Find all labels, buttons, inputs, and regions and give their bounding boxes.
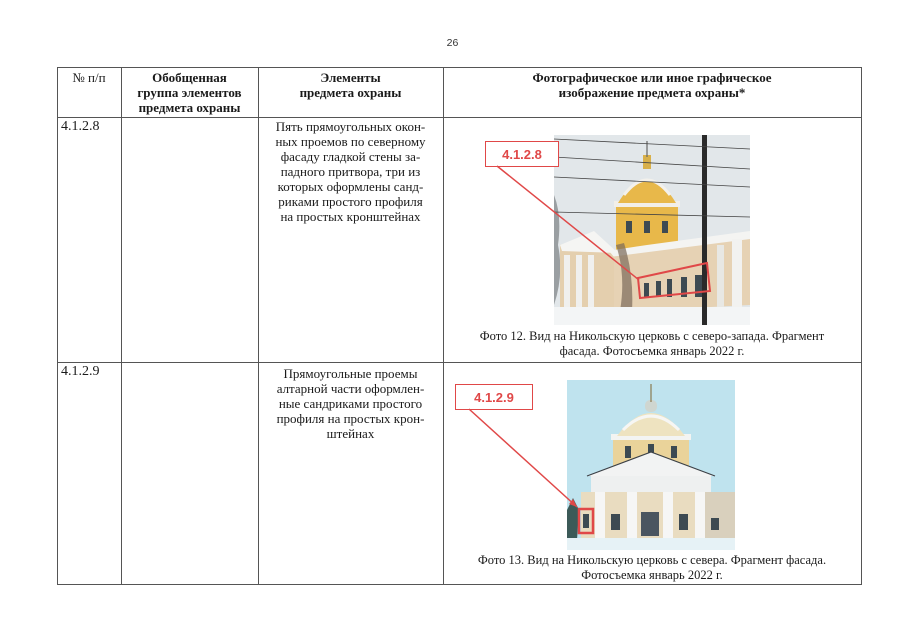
description-line: ные сандриками простого bbox=[278, 396, 423, 411]
description-line: риками простого профиля bbox=[278, 194, 423, 209]
header-group-line: предмета охраны bbox=[138, 100, 241, 115]
caption-line: Фотосъемка январь 2022 г. bbox=[581, 568, 723, 582]
protection-elements-table bbox=[57, 67, 861, 584]
callout-label-4-1-2-9: 4.1.2.9 bbox=[455, 384, 533, 410]
description-line: штейнах bbox=[326, 426, 375, 441]
callout-leader-line bbox=[57, 67, 861, 584]
header-group-line: Обобщенная bbox=[152, 70, 227, 85]
caption-line: фасада. Фотосъемка январь 2022 г. bbox=[559, 344, 745, 358]
description-line: Прямоугольные проемы bbox=[283, 366, 418, 381]
description-line: которых оформлены санд- bbox=[277, 179, 424, 194]
description-line: Пять прямоугольных окон- bbox=[275, 119, 426, 134]
header-group-line: группа элементов bbox=[137, 85, 242, 100]
caption-line: Фото 13. Вид на Никольскую церковь с севера. Фрагмент фасада. bbox=[477, 553, 827, 567]
description-line: на простых кронштейнах bbox=[280, 209, 421, 224]
description-line: падного притвора, три из bbox=[280, 164, 421, 179]
row-number: 4.1.2.8 bbox=[61, 119, 100, 134]
header-image-line: изображение предмета охраны* bbox=[558, 85, 746, 100]
caption-line: Фото 12. Вид на Никольскую церковь с северо-запада. Фрагмент bbox=[479, 329, 825, 343]
header-elements-line: предмета охраны bbox=[299, 85, 402, 100]
photo-caption bbox=[445, 553, 859, 583]
row-number: 4.1.2.9 bbox=[61, 364, 100, 379]
header-image-line: Фотографическое или иное графическое bbox=[532, 70, 772, 85]
header-number-text: № п/п bbox=[72, 70, 106, 85]
header-elements-line: Элементы bbox=[320, 70, 381, 85]
table-border-bottom bbox=[57, 584, 861, 585]
table-border-right bbox=[861, 67, 862, 585]
callout-label-4-1-2-8: 4.1.2.8 bbox=[485, 141, 559, 167]
description-line: алтарной части оформлен- bbox=[276, 381, 425, 396]
page-number: 26 bbox=[446, 37, 459, 49]
description-line: профиля на простых крон- bbox=[276, 411, 425, 426]
description-line: фасаду гладкой стены за- bbox=[280, 149, 421, 164]
description-line: ных проемов по северному bbox=[275, 134, 426, 149]
